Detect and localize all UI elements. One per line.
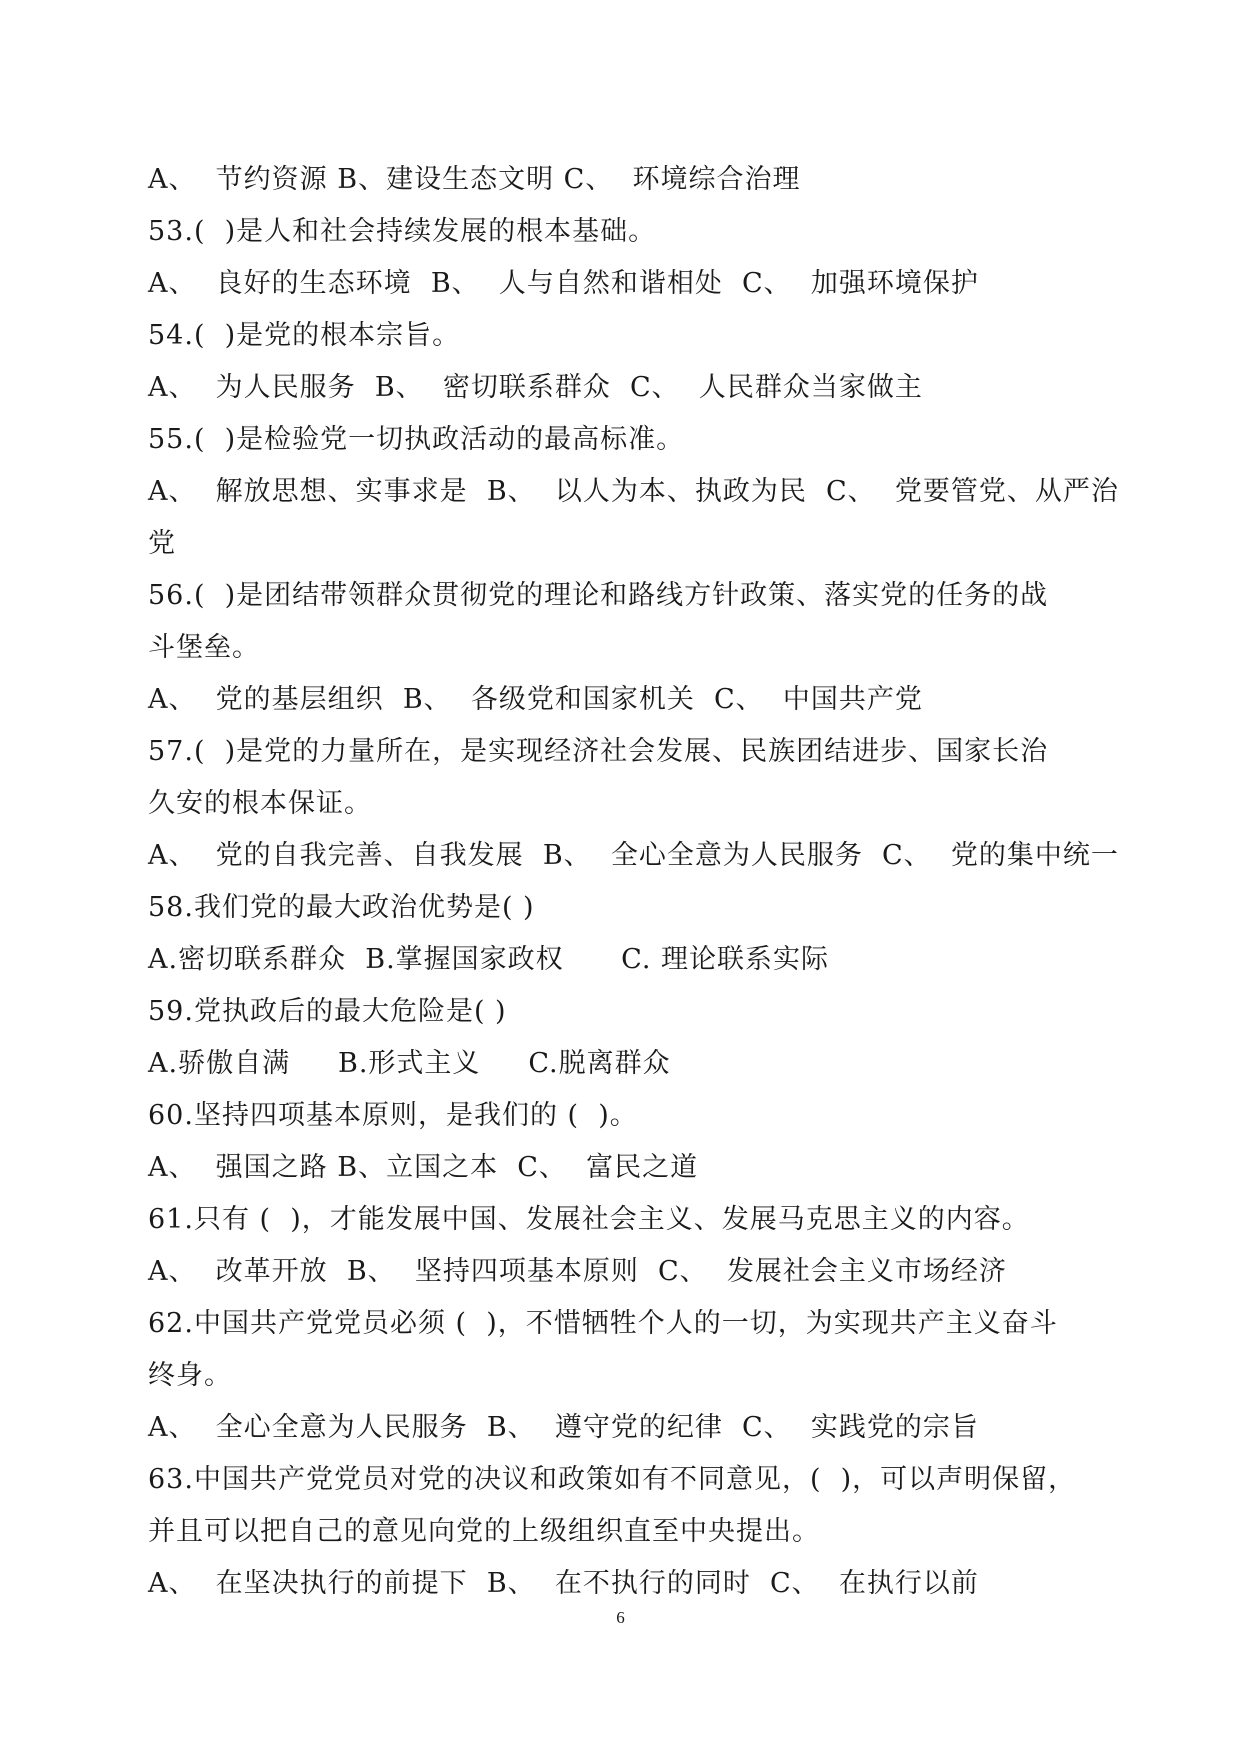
question-line: 53.( )是人和社会持续发展的根本基础。 bbox=[148, 216, 657, 247]
document-body bbox=[148, 154, 1119, 1610]
question-line-continued: 并且可以把自己的意见向党的上级组织直至中央提出。 bbox=[148, 1516, 820, 1547]
question-line: 56.( )是团结带领群众贯彻党的理论和路线方针政策、落实党的任务的战 bbox=[148, 580, 1049, 611]
question-line: 61.只有 ( )，才能发展中国、发展社会主义、发展马克思主义的内容。 bbox=[148, 1204, 1030, 1235]
options-line: A、 解放思想、实事求是 B、 以人为本、执政为民 C、 党要管党、从严治 bbox=[148, 476, 1119, 507]
options-line: A.骄傲自满 B.形式主义 C.脱离群众 bbox=[148, 1048, 671, 1079]
options-line: A、 在坚决执行的前提下 B、 在不执行的同时 C、 在执行以前 bbox=[148, 1568, 979, 1599]
options-line: A、 全心全意为人民服务 B、 遵守党的纪律 C、 实践党的宗旨 bbox=[148, 1412, 979, 1443]
options-line-continued: 党 bbox=[148, 528, 176, 559]
question-line: 57.( )是党的力量所在，是实现经济社会发展、民族团结进步、国家长治 bbox=[148, 736, 1049, 767]
question-line: 62.中国共产党党员必须 ( )，不惜牺牲个人的一切，为实现共产主义奋斗 bbox=[148, 1308, 1058, 1339]
text-line: A、 节约资源 B、建设生态文明 C、 环境综合治理 bbox=[148, 164, 801, 195]
question-line: 59.党执政后的最大危险是( ) bbox=[148, 996, 507, 1027]
options-line: A、 改革开放 B、 坚持四项基本原则 C、 发展社会主义市场经济 bbox=[148, 1256, 1007, 1287]
options-line: A、 党的自我完善、自我发展 B、 全心全意为人民服务 C、 党的集中统一 bbox=[148, 840, 1119, 871]
options-line: A、 强国之路 B、立国之本 C、 富民之道 bbox=[148, 1152, 699, 1183]
options-line: A、 为人民服务 B、 密切联系群众 C、 人民群众当家做主 bbox=[148, 372, 923, 403]
question-line: 63.中国共产党党员对党的决议和政策如有不同意见，( )，可以声明保留， bbox=[148, 1464, 1077, 1495]
question-line: 60.坚持四项基本原则，是我们的 ( )。 bbox=[148, 1100, 638, 1131]
question-line-continued: 斗堡垒。 bbox=[148, 632, 260, 663]
page-number: 6 bbox=[616, 1608, 625, 1627]
options-line: A、 党的基层组织 B、 各级党和国家机关 C、 中国共产党 bbox=[148, 684, 923, 715]
options-line: A、 良好的生态环境 B、 人与自然和谐相处 C、 加强环境保护 bbox=[148, 268, 979, 299]
question-line: 55.( )是检验党一切执政活动的最高标准。 bbox=[148, 424, 685, 455]
options-line: A.密切联系群众 B.掌握国家政权 C. 理论联系实际 bbox=[148, 944, 830, 975]
question-line-continued: 久安的根本保证。 bbox=[148, 788, 372, 819]
question-line-continued: 终身。 bbox=[148, 1360, 232, 1391]
question-line: 58.我们党的最大政治优势是( ) bbox=[148, 892, 535, 923]
question-line: 54.( )是党的根本宗旨。 bbox=[148, 320, 461, 351]
